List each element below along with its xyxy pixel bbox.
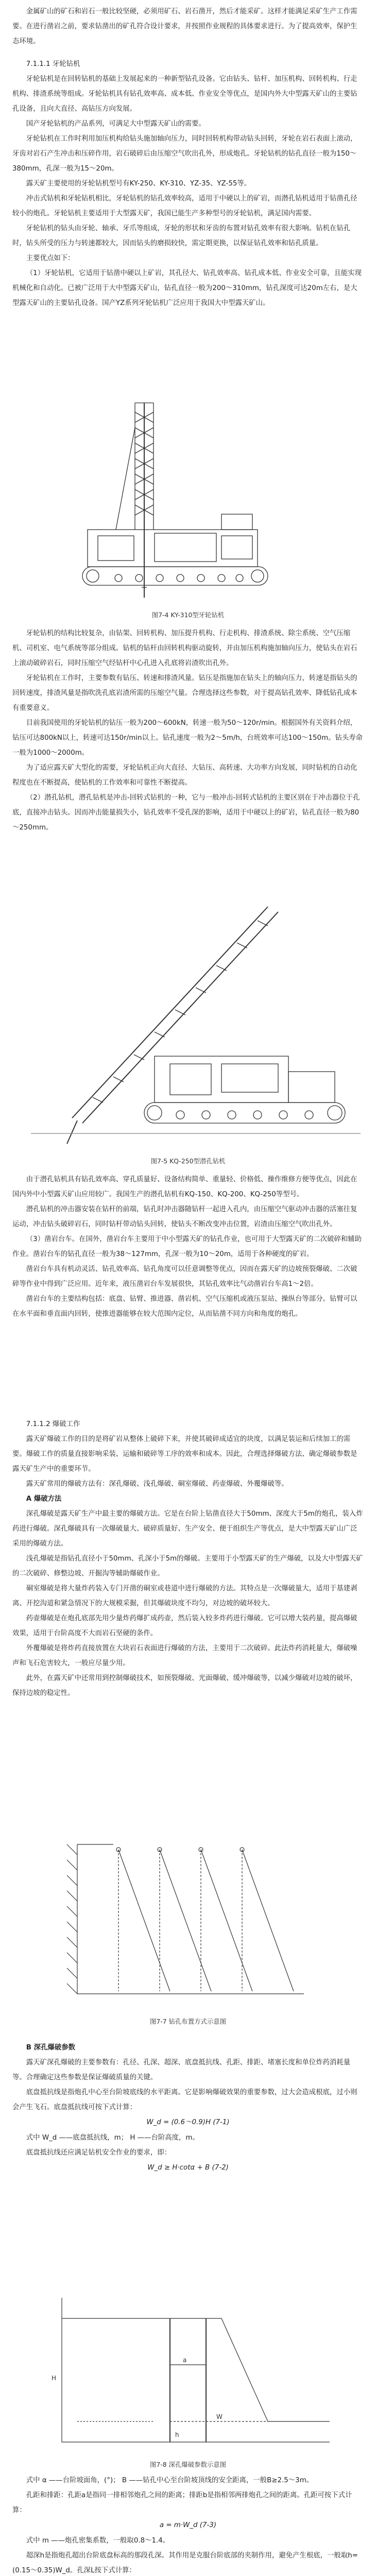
paragraph: 由于潜孔钻机具有钻孔效率高、穿孔质量好、设备结构简单、重量轻、价格低、操作维修方便等优点，因此在国内外中小型露天矿山应用较广。我国生产的潜孔钻机有KQ-150、KQ-200、KQ-250等型号。 xyxy=(12,1176,357,1198)
svg-text:a: a xyxy=(183,2357,187,2364)
section-heading-drilling: 7.1.1.1 牙轮钻机 xyxy=(26,60,80,68)
section-drilling xyxy=(0,57,376,311)
figure-rotary-drill xyxy=(0,397,376,619)
paragraph: 主要优点如下： xyxy=(26,255,75,262)
paragraph: （3）凿岩台车。在国外，凿岩台车主要用于中小型露天矿的钻孔作业，也可用于大型露天矿的二次破碎和辅助作业。凿岩台车的钻孔直径一般为38～127mm，孔深一般为10～20m，适用于各种硬度的矿岩。 xyxy=(12,1235,362,1258)
paragraph: 式中 α ——台阶坡面角，(°)； B ——钻孔中心至台阶坡顶线的安全距离，一般B≥2.5～3m。 xyxy=(26,2477,314,2484)
intro-paragraph: 金属矿山的矿石和岩石一般比较坚硬，必须用矿石、岩石凿开，然后才能采矿。这样才能满足采矿生产工作需要。在进行凿岩之前，要求钻凿出的矿孔符合设计要求，并按照作业规程的具体要求进行。为了提高效率，保护生态环境。 xyxy=(12,8,357,45)
paragraph: 凿岩台车具有机动灵活、钻孔效率高、钻孔角度可以任意调整等优点，因而在露天矿的边坡预裂爆破、二次破碎等作业中得到广泛应用。近年来，液压凿岩台车发展很快，其钻孔效率比气动凿岩台车高1～2倍。 xyxy=(12,1265,357,1288)
borehole-layout-diagram xyxy=(0,1824,376,2014)
figure-caption: 图7-7 钻孔布置方式示意图 xyxy=(149,2018,227,2025)
figure-caption: 图7-5 KQ-250型潜孔钻机 xyxy=(150,1157,226,1165)
figure-blast-parameters xyxy=(0,2287,376,2469)
paragraph: 药壶爆破是在炮孔底部先用少量炸药爆扩成药壶，然后装入较多炸药进行爆破。它可以增大装药量，提高爆破效果，适用于台阶高度不大而岩石坚硬的条件。 xyxy=(12,1615,357,1637)
paragraph: 外覆爆破是将炸药直接放置在大块岩石表面进行爆破的方法，主要用于二次破碎。此法炸药消耗量大，爆破噪声和飞石危害较大，一般应尽量少用。 xyxy=(12,1645,357,1667)
paragraph: 露天矿深孔爆破的主要参数有：孔径、孔深、超深、底盘抵抗线、孔距、排距、堵塞长度和单位炸药消耗量等。合理确定这些参数是保证爆破质量的关键。 xyxy=(12,2059,351,2081)
section-blast-parameters xyxy=(0,2040,376,2176)
paragraph: 牙轮钻机的钻头由牙轮、轴承、牙爪等组成，牙轮的形状和牙齿的布置对钻孔效率有很大影响。钻机在钻孔时，钻头所受的压力与转速都较大，因而钻头的磨损较快，需定期更换，以保证钻孔效率和钻孔质量。 xyxy=(12,225,351,247)
paragraph: 超深h是指炮孔超出台阶底盘标高的那段孔深。其作用是克服台阶底部的夹制作用，避免产生根底，一般取h=(0.15～0.35)W_d。孔深L按下式计算： xyxy=(12,2552,358,2574)
paragraph: 牙轮钻机是在回转钻机的基础上发展起来的一种新型钻孔设备。它由钻头、钻杆、加压机构、回转机构、行走机构、排渣系统等组成。牙轮钻机具有钻孔效率高、成本低、作业安全等优点，是国内外大中型露天矿山的主要钻孔设备，且向大直径、高钻压方向发展。 xyxy=(12,75,357,113)
paragraph: 露天矿主要使用的牙轮钻机型号有KY-250、KY-310、YZ-35、YZ-55等。 xyxy=(26,180,251,188)
svg-text:W: W xyxy=(216,2413,223,2420)
section-heading-blasting: 7.1.1.2 爆破工作 xyxy=(26,1420,80,1428)
paragraph: 牙轮钻机的结构比较复杂，由钻架、回转机构、加压提升机构、行走机构、排渣系统、除尘系统、空气压缩机、司机室、电气系统等部分组成。钻机的钻杆由回转机构驱动旋转，并由加压机构施加轴向压力，使钻头在岩石上滚动破碎岩石，同时压缩空气经钻杆中心孔进入孔底将岩渣吹出孔外。 xyxy=(12,630,357,667)
rotary-drill-illustration xyxy=(0,397,376,608)
paragraph: 底盘抵抗线是指炮孔中心至台阶坡底线的水平距离。它是影响爆破效果的重要参数，过大会造成根底，过小则会产生飞石。底盘抵抗线可按下式计算： xyxy=(12,2089,357,2111)
svg-text:h: h xyxy=(175,2431,179,2438)
figure-borehole-layout xyxy=(0,1824,376,2026)
dth-drill-illustration xyxy=(0,876,376,1154)
paragraph: 牙轮钻机在工作时利用加压机构给钻头施加轴向压力，同时回转机构带动钻头回转，牙轮在岩石表面上滚动，牙齿对岩石产生冲击和压碎作用，岩石破碎后由压缩空气吹出孔外，形成炮孔。牙轮钻机的钻孔直径一般为150～380mm，孔深一般为15～20m。 xyxy=(12,135,357,173)
paragraph: 潜孔钻机的冲击器安装在钻杆的前端，钻孔时冲击器随钻杆一起进入孔内，由压缩空气驱动冲击器的活塞往复运动，冲击钻头破碎岩石，同时钻杆带动钻头回转，使钻头不断改变冲击位置，岩渣由压缩空气吹出孔外。 xyxy=(12,1206,357,1228)
formula-7-2: W_d ≥ H·cotα + B (7-2) xyxy=(147,2164,229,2172)
paragraph: 浅孔爆破是指钻孔直径小于50mm、孔深小于5m的爆破。主要用于小型露天矿的生产爆破，以及大中型露天矿的二次破碎、修整边坡、开掘沟等辅助爆破作业。 xyxy=(12,1555,363,1578)
paragraph: 此外，在露天矿中还常用到控制爆破技术，如预裂爆破、光面爆破、缓冲爆破等，以减少爆破对边坡的破坏，保持边坡的稳定性。 xyxy=(12,1674,357,1697)
drill-structure-section xyxy=(0,626,376,835)
formula-7-3: a = m·W_d (7-3) xyxy=(159,2521,217,2529)
paragraph: 深孔爆破是露天矿生产中最主要的爆破方法。它是在台阶上钻凿直径大于50mm、深度大于5m的炮孔，装入炸药进行爆破。深孔爆破具有一次爆破量大、破碎质量好、生产安全、便于组织生产等优点，是大中型露天矿山广泛采用的爆破方法。 xyxy=(12,1510,363,1548)
paragraph: （2）潜孔钻机，潜孔钻机是冲击-回转式钻机的一种，它与一般冲击-回转式钻机的主要区别在于冲击器位于孔底，直接冲击钻头。因而冲击能量损失小，钻孔效率不受孔深的影响，适用于中硬以上的矿岩，钻孔直径一般为80～250mm。 xyxy=(12,794,360,832)
paragraph: 露天矿常用的爆破方法有：深孔爆破、浅孔爆破、硐室爆破、药壶爆破、外覆爆破等。 xyxy=(26,1480,288,1488)
figure-dth-drill xyxy=(0,876,376,1165)
paragraph: 为了适应露天矿大型化的需要，牙轮钻机正向大直径、大钻压、高转速、大功率方向发展，同时钻机的自动化程度也在不断提高，使钻机的工作效率和可靠性不断提高。 xyxy=(12,764,357,787)
blast-parameters-diagram xyxy=(0,2287,376,2458)
blast-parameter-details xyxy=(0,2473,376,2576)
section-blasting xyxy=(0,1417,376,1701)
intro-section xyxy=(0,4,376,49)
dth-section xyxy=(0,1172,376,1321)
paragraph: 目前我国使用的牙轮钻机的钻压一般为200～600kN，转速一般为50～120r/min。根据国外有关资料介绍，钻压可达800kN以上，转速可达150r/min以上。钻孔速度一般为2～5m/h，台班效率可达100～150m。钻头寿命一般为1000～2000m。 xyxy=(12,719,363,757)
paragraph: 孔距和排距：孔距a是指同一排相邻炮孔之间的距离；排距b是指相邻两排炮孔之间的距离。孔距可按下式计算： xyxy=(12,2492,352,2514)
paragraph: 底盘抵抗线还应满足钻机安全作业的要求，即： xyxy=(26,2149,171,2157)
paragraph: 露天矿爆破工作的目的是将矿岩从整体上破碎下来，并使其破碎成适宜的块度，以满足装运和后续加工的需要。爆破工作的质量直接影响采装、运输和破碎等工序的效率和成本。因此，合理选择爆破方法、确定爆破参数是露天矿生产中的重要环节。 xyxy=(12,1435,357,1473)
figure-caption: 图7-8 深孔爆破参数示意图 xyxy=(149,2461,227,2468)
paragraph: 冲击式钻机和牙轮钻机相比，牙轮钻机的钻孔效率较高，适用于中硬以上的矿岩，而潜孔钻机适用于钻凿孔径较小的炮孔。牙轮钻机主要适用于大型露天矿，我国已能生产多种型号的牙轮钻机，满足国内需要。 xyxy=(12,195,357,217)
paragraph: 凿岩台车的主要结构包括：底盘、钻臂、推进器、凿岩机、空气压缩机或液压泵站、操纵台等部分。钻臂可以在水平面和垂直面内回转，使推进器能够在较大范围内定位，从而钻凿不同方向和角度的炮孔。 xyxy=(12,1295,357,1318)
svg-text:H: H xyxy=(52,2375,57,2382)
paragraph: 牙轮钻机在工作时，主要参数有钻压、转速和排渣风量。钻压是指施加在钻头上的轴向压力，转速是指钻头的回转速度，排渣风量是指吹洗孔底岩渣所需的压缩空气量。合理选择这些参数，对于提高钻孔效率、降低钻孔成本有重要意义。 xyxy=(12,674,357,712)
figure-caption: 图7-4 KY-310型牙轮钻机 xyxy=(151,611,225,619)
paragraph: 式中 m ——炮孔密集系数，一般取0.8～1.4。 xyxy=(26,2537,170,2545)
paragraph: 式中 W_d ——底盘抵抗线，m； H ——台阶高度，m。 xyxy=(26,2134,199,2142)
paragraph: 国产牙轮钻机的产品系列，可满足大中型露天矿山的需要。 xyxy=(26,120,206,128)
subheading-blast-parameters: B 深孔爆破参数 xyxy=(26,2044,76,2052)
subheading-blasting-methods: A 爆破方法 xyxy=(26,1495,62,1503)
formula-7-1: W_d = (0.6～0.9)H (7-1) xyxy=(146,2119,230,2126)
paragraph: 硐室爆破是将大量炸药装入专门开凿的硐室或巷道中进行爆破的方法。其特点是一次爆破量大，适用于基建剥离、开挖沟道和紧急情况下的大规模采掘，但其爆破块度不均匀，对边坡的破坏较大。 xyxy=(12,1585,357,1607)
list-item-paragraph: （1）牙轮钻机，它适用于钻凿中硬以上矿岩，其孔径大、钻孔效率高、钻孔成本低、作业安全可靠，且能实现机械化和自动化。已被广泛用于大中型露天矿山，钻孔直径一般为200～310mm，钻孔深度可达20m左右，是大型露天矿山的主要钻孔设备。国产YZ系列牙轮钻机广泛应用于我国大中型露天矿山。 xyxy=(12,269,362,307)
